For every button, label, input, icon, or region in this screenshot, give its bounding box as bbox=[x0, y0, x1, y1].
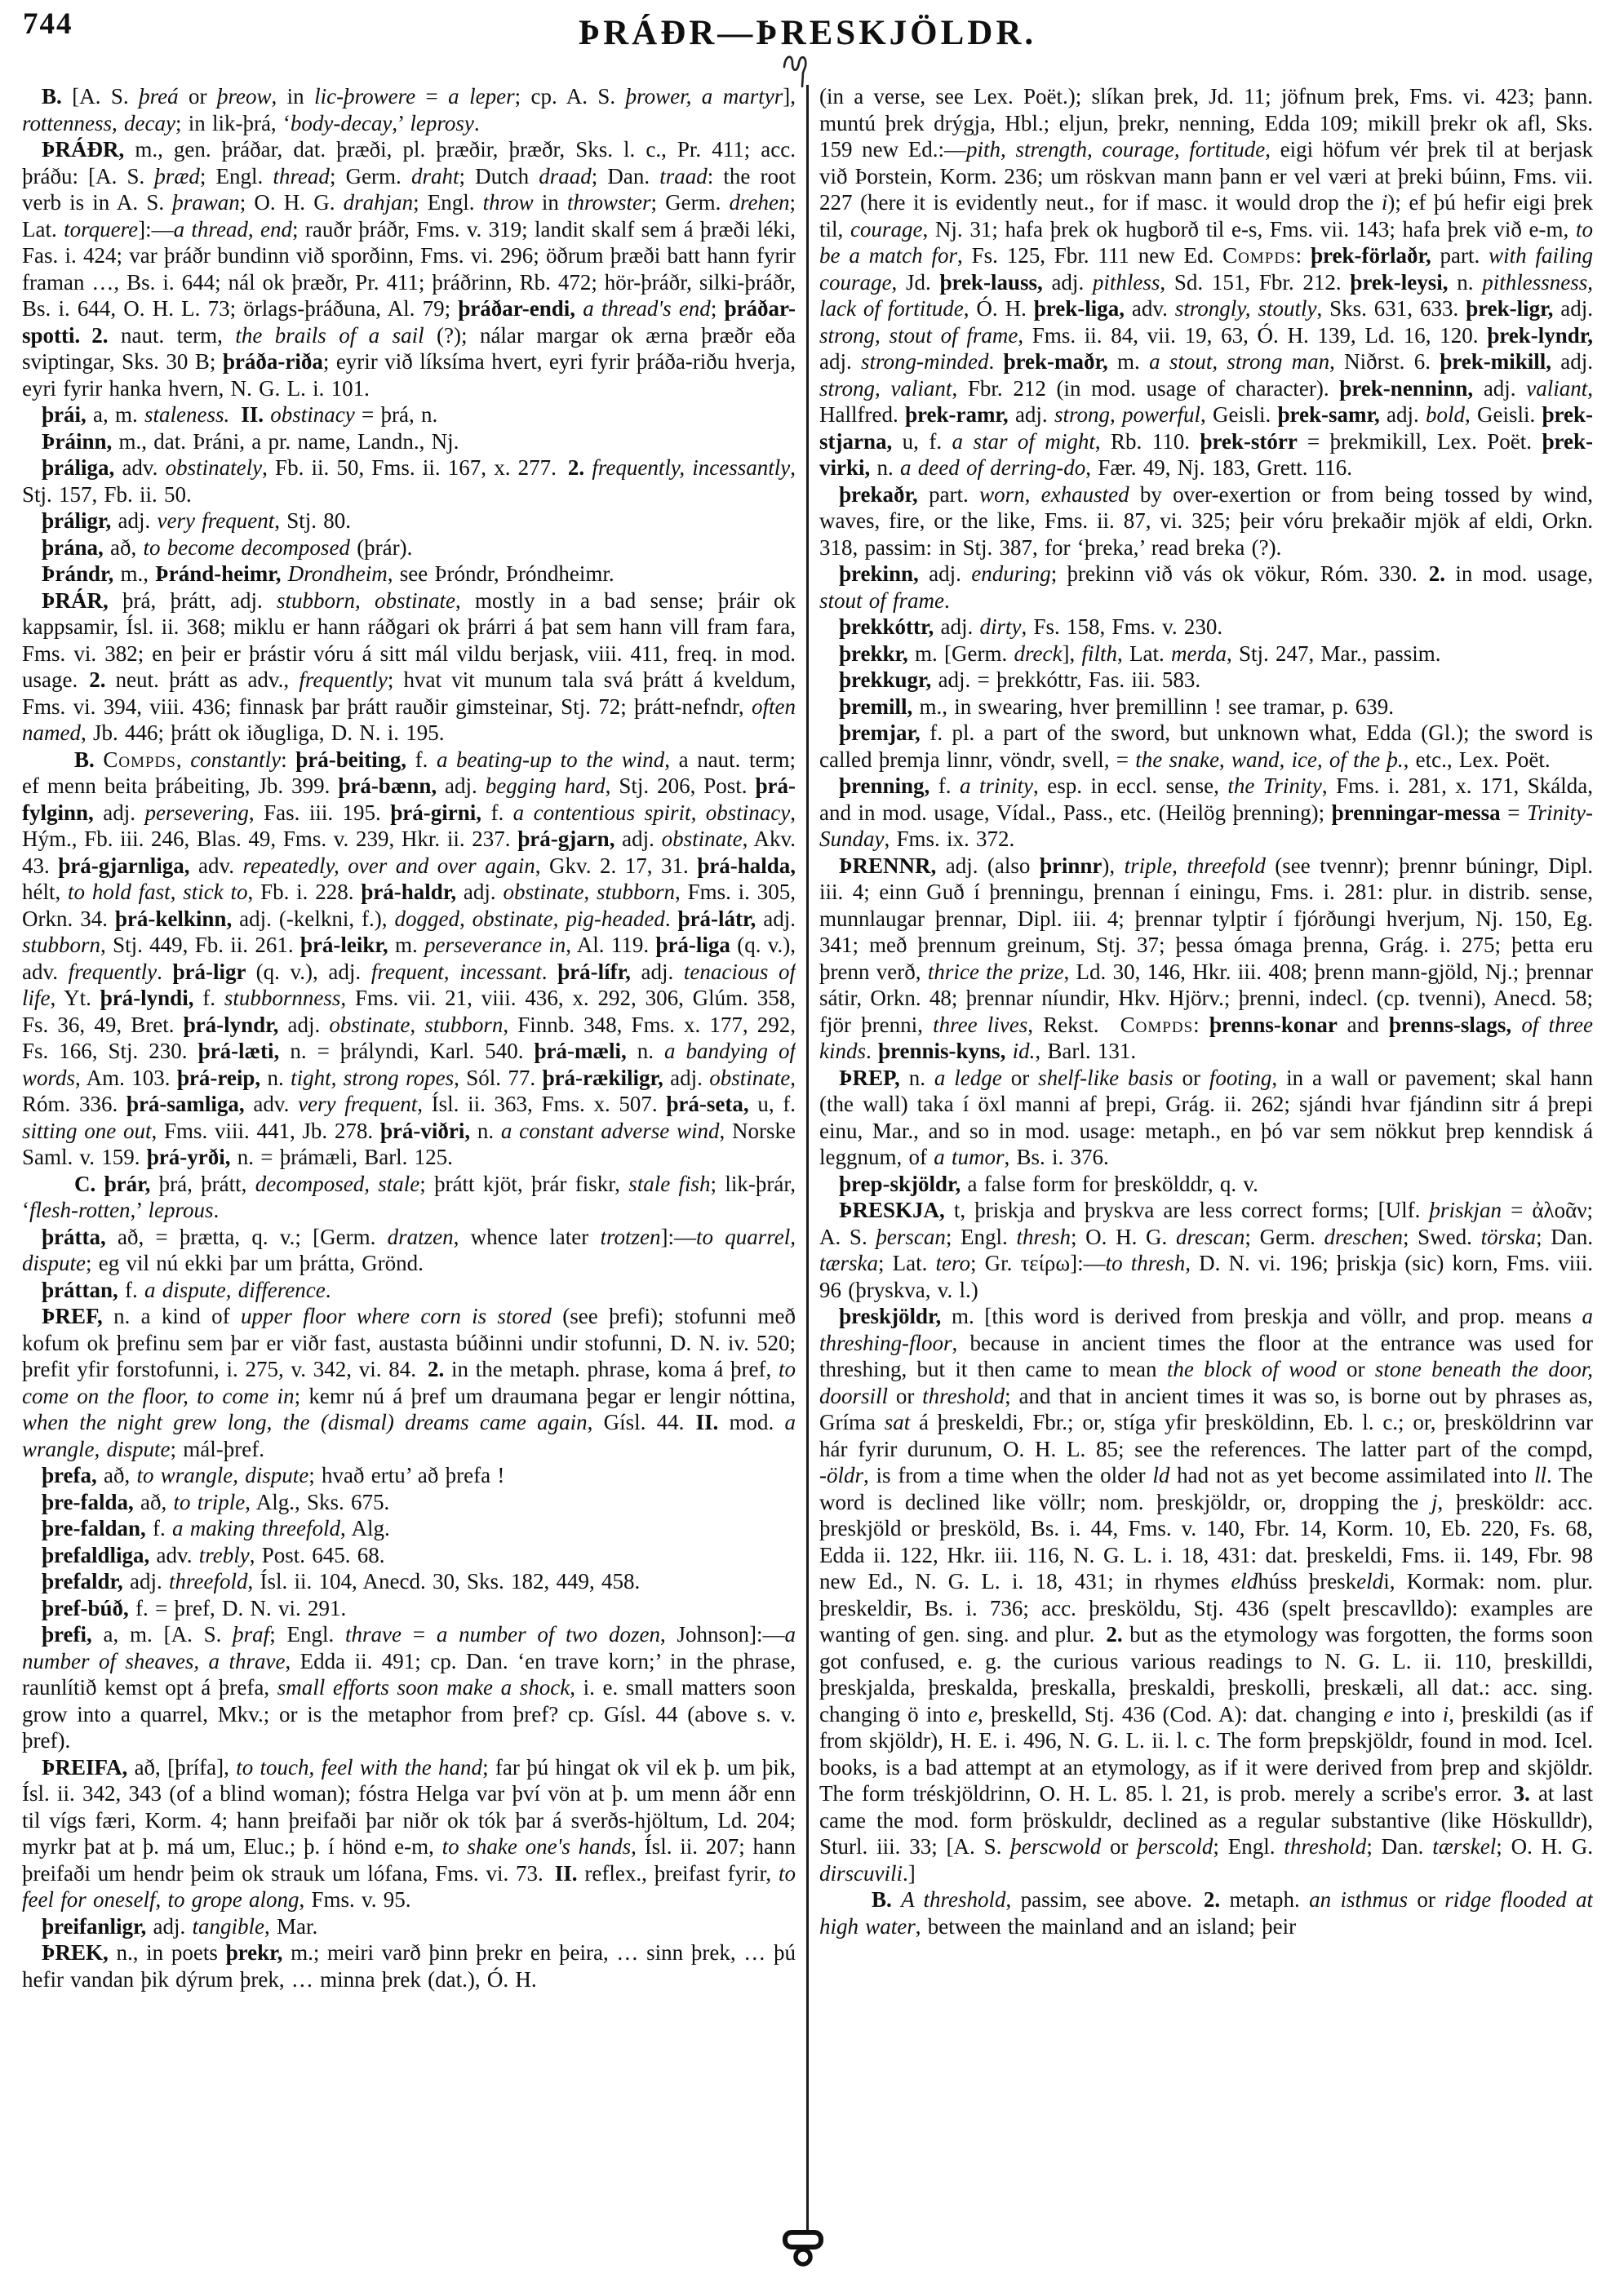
dictionary-entry: ÞRÁR, þrá, þrátt, adj. stubborn, obstinate, mostly in a bad sense; þráir ok kappsamir, Ísl. ii. 368; miklu er hann ráðgari ok þrárri á þat sem hann vill fram fara, Fms. vi. 382; en þeir er þrástir vóru á sitt mál vildu berjask, viii. 411, freq. in mod. usage. 2. neut. þrátt as adv., frequently; hvat vit munum tala svá þrátt á kveldum, Fms. vi. 394, viii. 436; finnask þar þrátt rauðir gimsteinar, Stj. 72; þrátt-nefndr, often named, Jb. 446; þrátt ok iðugliga, D. N. i. 195. bbox=[22, 587, 796, 745]
dictionary-entry: B. [A. S. þreá or þreow, in lic-þrowere = a leper; cp. A. S. þrower, a martyr], rottenness, decay; in lik-þrá, ‘body-decay,’ leprosy. bbox=[22, 84, 796, 135]
column-divider-rule bbox=[806, 85, 809, 2234]
dictionary-entry: þreifanligr, adj. tangible, Mar. bbox=[42, 1913, 318, 1939]
dictionary-entry: þremill, m., in swearing, hver þremillinn ! see tramar, p. 639. bbox=[839, 694, 1395, 719]
dictionary-entry: B. Compds, constantly: þrá-beiting, f. a beating-up to the wind, a naut. term; ef menn beita þrábeiting, Jb. 399. þrá-bænn, adj. begging hard, Stj. 206, Post. þrá-fylginn, adj. persevering, Fas. iii. 195. þrá-girni, f. a contentious spirit, obstinacy, Hým., Fb. iii. 246, Blas. 49, Fms. v. 239, Hkr. ii. 237. þrá-gjarn, adj. obstinate, Akv. 43. þrá-gjarnliga, adv. repeatedly, over and over again, Gkv. 2. 17, 31. þrá-halda, hélt, to hold fast, stick to, Fb. i. 228. þrá-haldr, adj. obstinate, stubborn, Fms. i. 305, Orkn. 34. þrá-kelkinn, adj. (-kelkni, f.), dogged, obstinate, pig-headed. þrá-látr, adj. stubborn, Stj. 449, Fb. ii. 261. þrá-leikr, m. perseverance in, Al. 119. þrá-liga (q. v.), adv. frequently. þrá-ligr (q. v.), adj. frequent, incessant. þrá-lífr, adj. tenacious of life, Yt. þrá-lyndi, f. stubbornness, Fms. vii. 21, viii. 436, x. 292, 306, Glúm. 358, Fs. 36, 49, Bret. þrá-lyndr, adj. obstinate, stubborn, Finnb. 348, Fms. x. 177, 292, Fs. 166, Stj. 230. þrá-læti, n. = þrályndi, Karl. 540. þrá-mæli, n. a bandying of words, Am. 103. þrá-reip, n. tight, strong ropes, Sól. 77. þrá-rækiligr, adj. obstinate, Róm. 336. þrá-samliga, adv. very frequent, Ísl. ii. 363, Fms. x. 507. þrá-seta, u, f. sitting one out, Fms. viii. 441, Jb. 278. þrá-viðri, n. a constant adverse wind, Norske Saml. v. 159. þrá-yrði, n. = þrámæli, Barl. 125. bbox=[22, 747, 796, 1169]
dictionary-entry: þrána, að, to become decomposed (þrár). bbox=[42, 534, 413, 560]
dictionary-entry: Þrándr, m., Þránd-heimr, Drondheim, see Þróndr, Þróndheimr. bbox=[42, 561, 614, 586]
dictionary-entry: ÞREF, n. a kind of upper floor where corn is stored (see þrefi); stofunni með kofum ok þrefinu sem þar er viðr fast, austasta búðinni undir stofunni, D. N. iv. 520; þrefit yfir forstofunni, i. 275, v. 342, vi. 84. 2. in the metaph. phrase, koma á þref, to come on the floor, to come in; kemr nú á þref um draumana þegar er lengir nóttina, when the night grew long, the (dismal) dreams came again, Gísl. 44. II. mod. a wrangle, dispute; mál-þref. bbox=[22, 1304, 796, 1461]
dictionary-entry: þrekkugr, adj. = þrekkóttr, Fas. iii. 583. bbox=[839, 667, 1201, 692]
dictionary-entry: C. þrár, þrá, þrátt, decomposed, stale; þrátt kjöt, þrár fiskr, stale fish; lik-þrár, ‘flesh-rotten,’ leprous. bbox=[22, 1171, 796, 1222]
dictionary-entry: þref-búð, f. = þref, D. N. vi. 291. bbox=[42, 1595, 347, 1620]
dictionary-entry: ÞREK, n., in poets þrekr, m.; meiri varð þinn þrekr en þeira, … sinn þrek, … þú hefir vandan þik dýrum þrek, … minna þrek (dat.), Ó. H. bbox=[22, 1940, 796, 1992]
dictionary-entry: þrefaldliga, adv. trebly, Post. 645. 68. bbox=[42, 1542, 385, 1567]
page-title: ÞRÁÐR—ÞRESKJÖLDR. bbox=[578, 14, 1037, 52]
dictionary-entry: ÞRESKJA, t, þriskja and þryskva are less correct forms; [Ulf. þriskjan = ἀλοᾶν; A. S. þerscan; Engl. thresh; O. H. G. drescan; Germ. dreschen; Swed. törska; Dan. tærska; Lat. tero; Gr. τείρω]:—to thresh, D. N. vi. 196; þriskja (sic) korn, Fms. viii. 96 (þryskva, v. l.) bbox=[819, 1198, 1593, 1302]
dictionary-entry: þrátta, að, = þrætta, q. v.; [Germ. dratzen, whence later trotzen]:—to quarrel, dispute; eg vil nú ekki þar um þrátta, Grönd. bbox=[22, 1224, 796, 1275]
dictionary-entry: þrái, a, m. staleness. II. obstinacy = þrá, n. bbox=[42, 402, 438, 427]
left-text-column bbox=[22, 83, 796, 2286]
dictionary-entry: þrekkr, m. [Germ. dreck], filth, Lat. merda, Stj. 247, Mar., passim. bbox=[839, 640, 1441, 666]
dictionary-entry: þrekaðr, part. worn, exhausted by over-exertion or from being tossed by wind, waves, fire, or the like, Fms. ii. 87, vi. 325; þeir vóru þrekaðir mjök af eldi, Orkn. 318, passim: in Stj. 387, for ‘þreka,’ read breka (?). bbox=[819, 481, 1593, 560]
dictionary-entry: þrenning, f. a trinity, esp. in eccl. sense, the Trinity, Fms. i. 281, x. 171, Skálda, and in mod. usage, Vídal., Pass., etc. (Heilög þrenning); þrenningar-messa = Trinity-Sunday, Fms. ix. 372. bbox=[819, 773, 1593, 851]
page-number: 744 bbox=[23, 7, 73, 41]
dictionary-entry: þrefi, a, m. [A. S. þraf; Engl. thrave = a number of two dozen, Johnson]:—a number of sheaves, a thrave, Edda ii. 491; cp. Dan. ‘en trave korn;’ in the phrase, raunlítið kemst opt á þrefa, small efforts soon make a shock, i. e. small matters soon grow into a quarrel, Mkv.; or is the metaphor from þref? cp. Gísl. 44 (above s. v. þref). bbox=[22, 1622, 796, 1753]
dictionary-entry: þreskjöldr, m. [this word is derived from þreskja and völlr, and prop. means a threshing-floor, because in ancient times the floor at the entrance was used for threshing, but it then came to mean the block of wood or stone beneath the door, doorsill or threshold; and that in ancient times it was so, is borne out by phrases as, Gríma sat á þreskeldi, Fbr.; or, stíga yfir þresköldinn, Eb. l. c.; or, þresköldrinn var hár fyrir durunum, O. H. L. 85; see the references. The latter part of the compd, -öldr, is from a time when the older ld had not as yet become assimilated into ll. The word is declined like völlr; nom. þreskjöldr, or, dropping the j, þresköldr: acc. þreskjöld or þresköld, Bs. i. 44, Fms. v. 140, Fbr. 14, Korm. 10, Eb. 220, Fs. 68, Edda ii. 122, Hkr. iii. 116, N. G. L. i. 18, 431: dat. þreskeldi, Fms. ii. 149, Fbr. 98 new Ed., N. G. L. i. 18, 431; in rhymes eldhúss þreskeldi, Kormak: nom. plur. þreskeldir, Bs. i. 736; acc. þresköldu, Stj. 436 (spelt þrescavlldo): examples are wanting of gen. sing. and plur. 2. but as the etymology was forgotten, the forms soon got confused, e. g. the curious various readings to N. G. L. ii. 110, þreskilldi, þreskjalda, þreskalda, þreskalla, þreskaldi, þreskolli, þreskæli, all dat.: acc. sing. changing ö into e, þreskelld, Stj. 436 (Cod. A): dat. changing e into i, þreskildi (as if from skjöldr), H. E. i. 496, N. G. L. ii. l. c. The form þrepskjöldr, found in mod. Icel. books, is a bad attempt at an etymology, as if it were derived from þrep and skjöldr. The form tréskjöldrinn, O. H. L. 85. l. 21, is prob. merely a scribe's error. 3. at last came the mod. form þröskuldr, declined as a regular substantive (like Höskulldr), Sturl. iii. 33; [A. S. þerscwold or þerscold; Engl. threshold; Dan. tærskel; O. H. G. dirscuvili.] bbox=[819, 1304, 1593, 1886]
dictionary-entry: (in a verse, see Lex. Poët.); slíkan þrek, Jd. 11; jöfnum þrek, Fms. vi. 423; þann. muntú þrek drýgja, Hbl.; eljun, þrekr, nenning, Edda 109; mikill þrekr ok afl, Sks. 159 new Ed.:—pith, strength, courage, fortitude, eigi höfum vér þrek til at berjask við Þorstein, Korm. 236; um röskvan mann þann er vel væri at þreki búinn, Fms. vii. 227 (here it is evidently neut., for if masc. it would drop the i); ef þú hefir eigi þrek til, courage, Nj. 31; hafa þrek ok hugborð til e-s, Fms. vii. 143; hafa þrek við e-m, to be a match for, Fs. 125, Fbr. 111 new Ed. Compds: þrek-förlaðr, part. with failing courage, Jd. þrek-lauss, adj. pithless, Sd. 151, Fbr. 212. þrek-leysi, n. pithlessness, lack of fortitude, Ó. H. þrek-liga, adv. strongly, stoutly, Sks. 631, 633. þrek-ligr, adj. strong, stout of frame, Fms. ii. 84, vii. 19, 63, Ó. H. 139, Ld. 16, 120. þrek-lyndr, adj. strong-minded. þrek-maðr, m. a stout, strong man, Niðrst. 6. þrek-mikill, adj. strong, valiant, Fbr. 212 (in mod. usage of character). þrek-nenninn, adj. valiant, Hallfred. þrek-ramr, adj. strong, powerful, Geisli. þrek-samr, adj. bold, Geisli. þrek-stjarna, u, f. a star of might, Rb. 110. þrek-stórr = þrekmikill, Lex. Poët. þrek-virki, n. a deed of derring-do, Fær. 49, Nj. 183, Grett. 116. bbox=[819, 84, 1593, 480]
dictionary-entry: þrefa, að, to wrangle, dispute; hvað ertu’ að þrefa ! bbox=[42, 1463, 505, 1487]
dictionary-entry: þrefaldr, adj. threefold, Ísl. ii. 104, Anecd. 30, Sks. 182, 449, 458. bbox=[42, 1569, 641, 1593]
dictionary-entry: ÞRENNR, adj. (also þrinnr), triple, threefold (see tvennr); þrennr búningr, Dipl. iii. 4; einn Guð í þrenningu, þrennan í einingu, Fms. i. 281: plur. in distrib. sense, munnlaugar þrennar, Dipl. iii. 4; þrennar tylptir í fjórðungi hverjum, Nj. 150, Eg. 341; með þrennum greinum, Stj. 37; þessa ómaga þrenna, Grág. i. 275; þetta eru þrenn verð, thrice the prize, Ld. 30, 146, Hkr. iii. 408; þrenn mann-gjöld, Nj.; þrennar sátir, Orkn. 48; þrennar níundir, Hkv. Hjörv.; þrenni, indecl. (cp. tvenni), Anecd. 58; fjör þrenni, three lives, Rekst. Compds: þrenns-konar and þrenns-slags, of three kinds. þrennis-kyns, id., Barl. 131. bbox=[819, 853, 1593, 1063]
dictionary-entry: ÞREP, n. a ledge or shelf-like basis or footing, in a wall or pavement; skal hann (the wall) taka í öxl manni af þrepi, Grág. ii. 262; sjándi hvar fjándinn sitr á þrepi einu, Mar., and so in mod. usage: metaph., en þó var sem nökkut þrep kenndisk á leggnum, of a tumor, Bs. i. 376. bbox=[819, 1065, 1593, 1169]
dictionary-entry: þre-falda, að, to triple, Alg., Sks. 675. bbox=[42, 1489, 390, 1514]
dictionary-entry: þremjar, f. pl. a part of the sword, but unknown what, Edda (Gl.); the sword is called þremja linnr, vöndr, svell, = the snake, wand, ice, of the þ., etc., Lex. Poët. bbox=[819, 720, 1593, 772]
dictionary-entry: þráligr, adj. very frequent, Stj. 80. bbox=[42, 508, 351, 533]
dictionary-entry: þre-faldan, f. a making threefold, Alg. bbox=[42, 1516, 390, 1540]
dictionary-entry: B. A threshold, passim, see above. 2. metaph. an isthmus or ridge flooded at high water, between the mainland and an island; þeir bbox=[819, 1887, 1593, 1939]
dictionary-entry: þrep-skjöldr, a false form for þreskölddr, q. v. bbox=[839, 1171, 1258, 1196]
dictionary-entry: þráttan, f. a dispute, difference. bbox=[42, 1277, 331, 1302]
dictionary-entry: þrekinn, adj. enduring; þrekinn við vás ok vökur, Róm. 330. 2. in mod. usage, stout of frame. bbox=[819, 561, 1593, 613]
dictionary-entry: þrekkóttr, adj. dirty, Fs. 158, Fms. v. 230. bbox=[839, 614, 1223, 639]
dictionary-entry: þráliga, adv. obstinately, Fb. ii. 50, Fms. ii. 167, x. 277. 2. frequently, incessantly, Stj. 157, Fb. ii. 50. bbox=[22, 455, 796, 507]
dictionary-entry: Þráinn, m., dat. Þráni, a pr. name, Landn., Nj. bbox=[42, 428, 459, 454]
dictionary-entry: ÞRÁÐR, m., gen. þráðar, dat. þræði, pl. þræðir, þræðr, Sks. l. c., Pr. 411; acc. þráðu: [A. S. þræd; Engl. thread; Germ. draht; Dutch draad; Dan. traad: the root verb is in A. S. þrawan; O. H. G. drahjan; Engl. throw in throwster; Germ. drehen; Lat. torquere]:—a thread, end; rauðr þráðr, Fms. v. 319; landit skalf sem á þræði léki, Fas. i. 424; var þráðr bundinn við sporðinn, Fms. vi. 296; öðrum þræði batt hann fyrir framan …, Bs. i. 644; nál ok þræðr, Pr. 411; þráðrinn, Rb. 472; hör-þráðr, silki-þráðr, Bs. i. 644, O. H. L. 73; örlags-þráðuna, Al. 79; þráðar-endi, a thread's end; þráðar-spotti. 2. naut. term, the brails of a sail (?); nálar margar ok ærna þræðr eða sviptingar, Sks. 30 B; þráða-riða; eyrir við líksíma hvert, eyri fyrir þráða-riðu hverja, eyri fyrir hanka hvern, N. G. L. i. 101. bbox=[22, 137, 796, 401]
right-text-column bbox=[819, 83, 1593, 2286]
dictionary-entry: ÞREIFA, að, [þrífa], to touch, feel with the hand; far þú hingat ok vil ek þ. um þik, Ísl. ii. 342, 343 (of a blind woman); fóstra Helga var því vön at þ. um menn áðr enn til vígs færi, Korm. 4; hann þreifaði þar niðr ok tók þar á sverðs-hjöltum, Ld. 204; myrkr þat at þ. má um, Eluc.; þ. í hönd e-m, to shake one's hands, Ísl. ii. 207; hann þreifaði um hendr þeim ok strauk um lófana, Fms. vi. 73. II. reflex., þreifast fyrir, to feel for oneself, to grope along, Fms. v. 95. bbox=[22, 1754, 796, 1912]
